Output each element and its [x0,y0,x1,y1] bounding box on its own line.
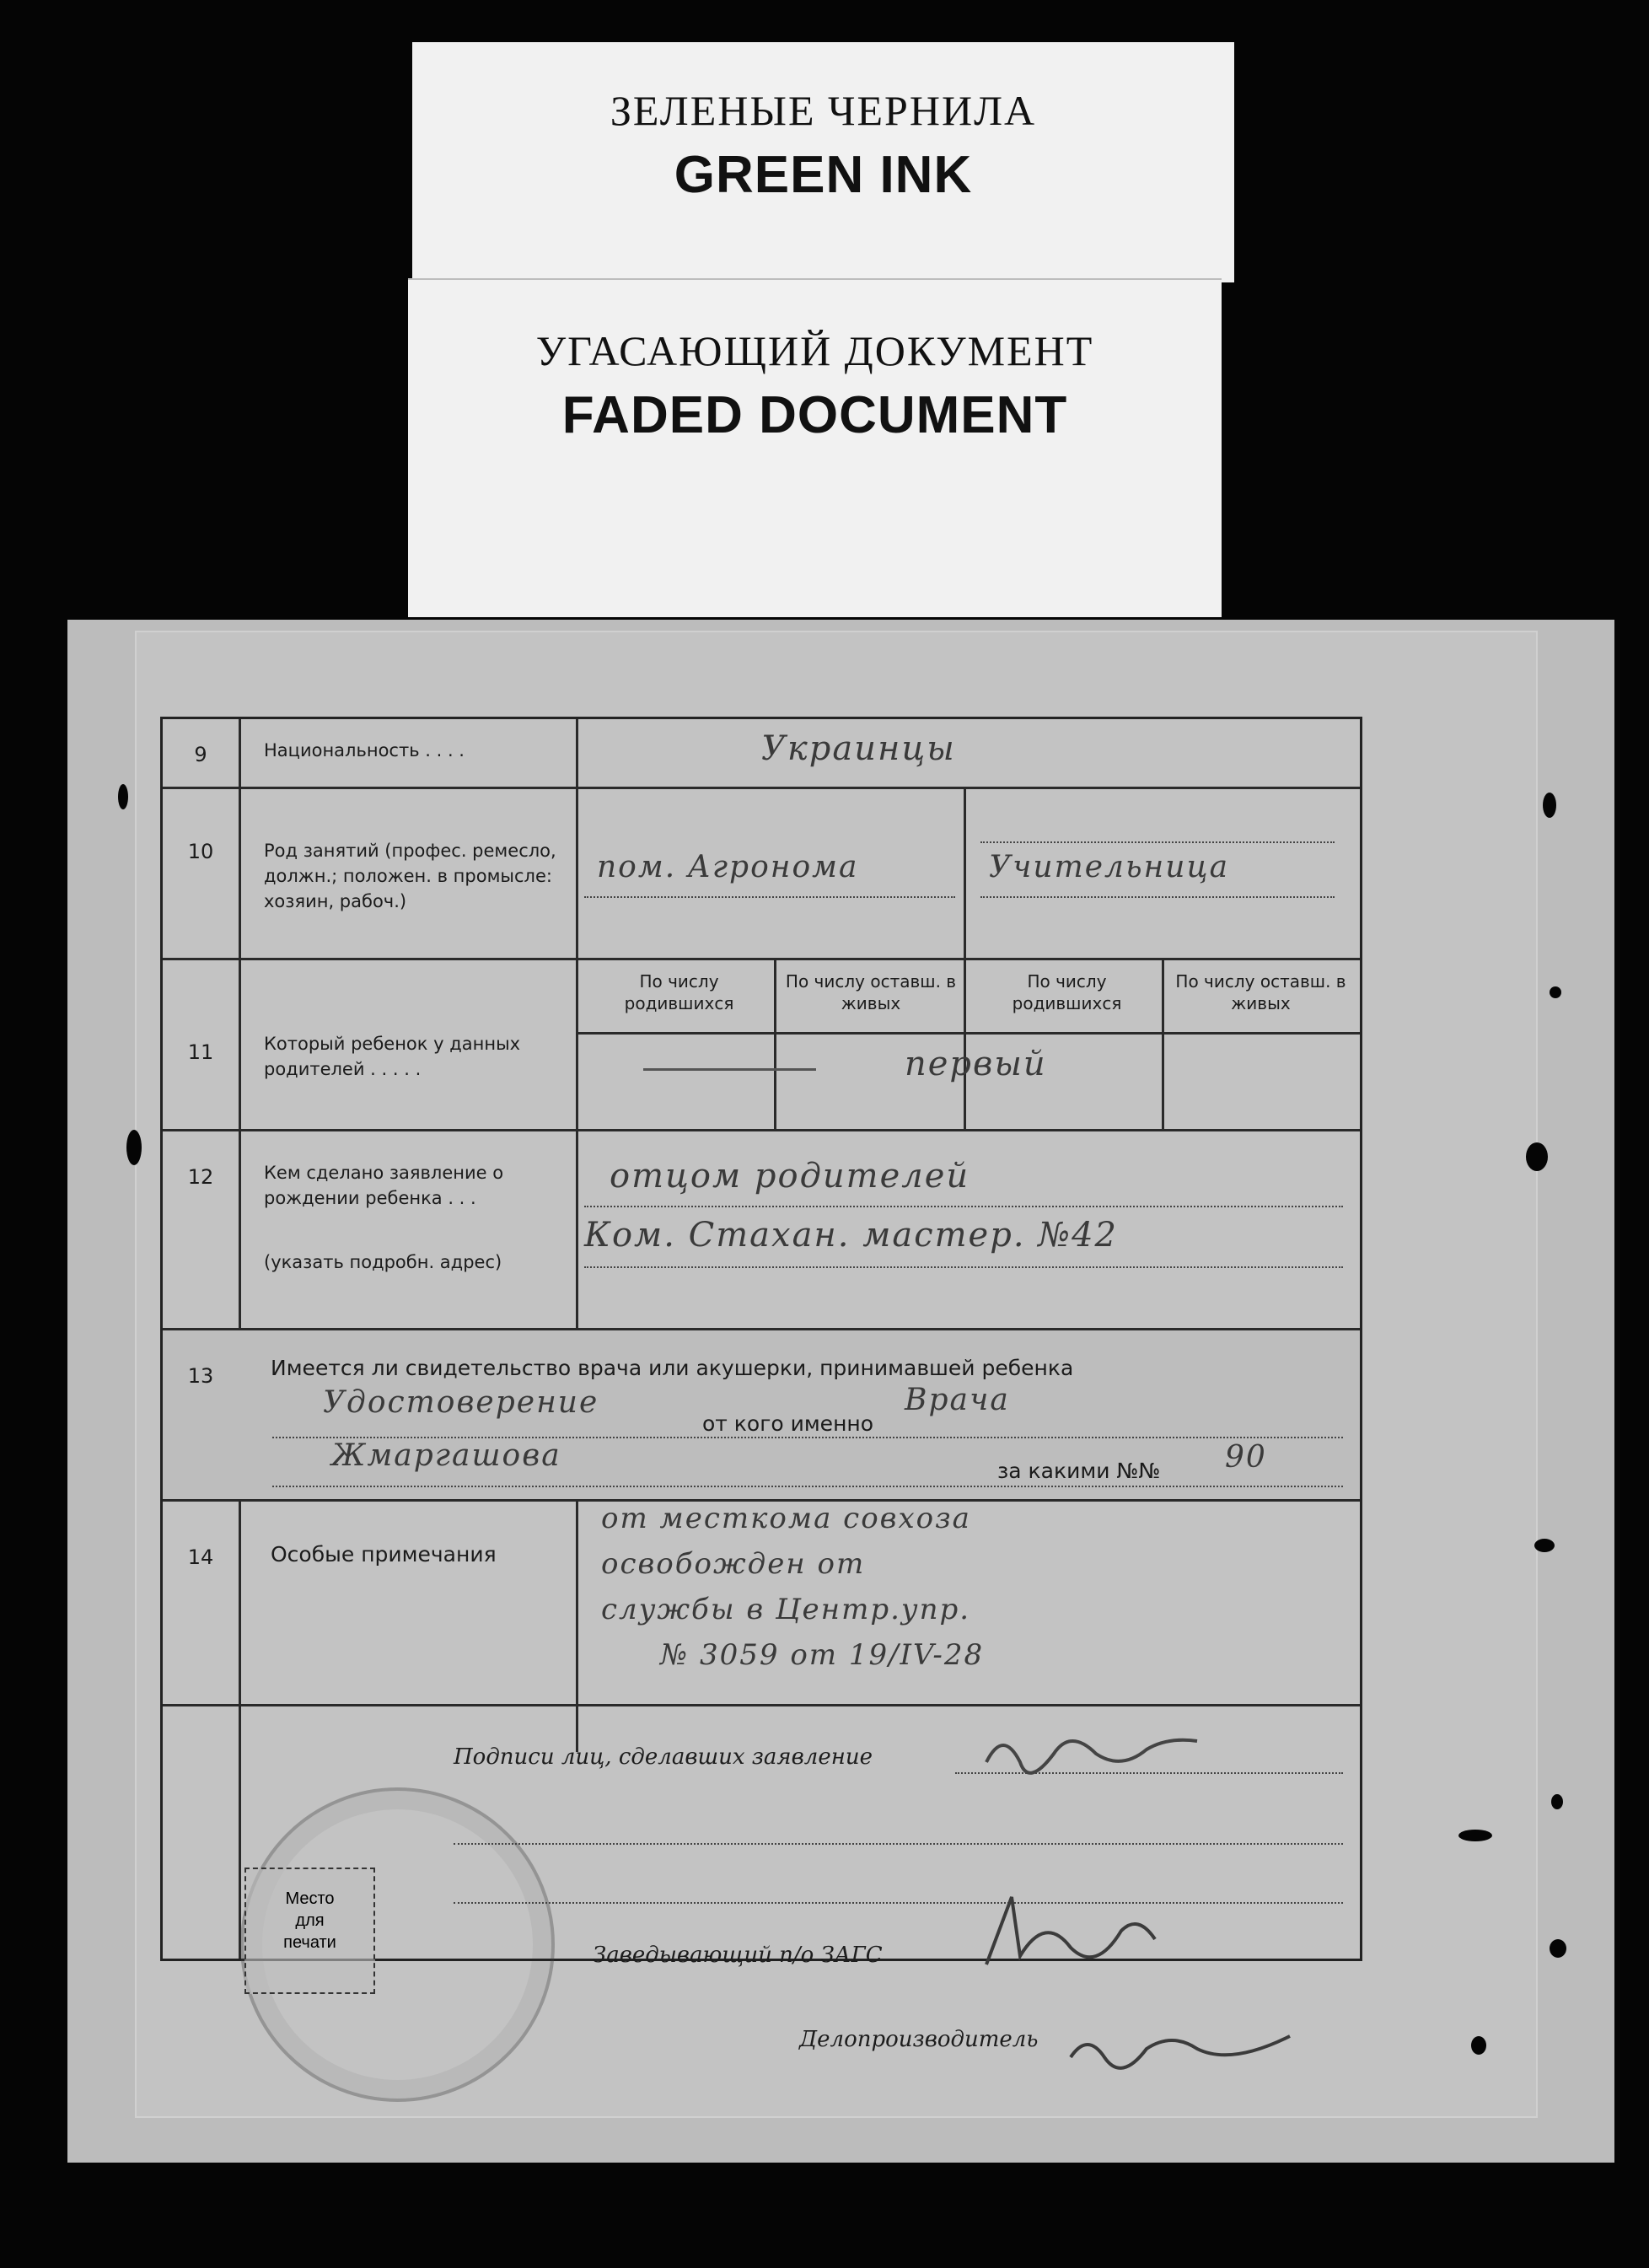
handwritten-value: Удостоверение [323,1385,599,1420]
green-ink-label-en: GREEN INK [674,146,973,204]
handwritten-value: Жмаргашова [331,1438,561,1473]
handwritten-value: 90 [1225,1440,1267,1475]
handwritten-value: первый [905,1045,1047,1083]
applicant-signature [986,1740,1197,1773]
head-signature [986,1897,1155,1964]
row-number: 13 [187,1364,214,1388]
handwritten-value: Ком. Стахан. мастер. №42 [584,1216,1118,1255]
row-number: 14 [187,1545,214,1569]
row-label: Национальность . . . . [264,740,465,760]
row-label-address: (указать подробн. адрес) [264,1252,502,1272]
row-label: Особые примечания [271,1542,497,1567]
green-ink-label-ru: ЗЕЛЕНЫЕ ЧЕРНИЛА [610,87,1037,134]
handwritten-value: пом. Агронома [597,850,859,884]
numbers-label: за какими №№ [997,1459,1161,1483]
column-header: По числу оставш. в живых [1175,971,1346,1013]
from-whom-label: от кого именно [702,1411,874,1436]
row-number: 12 [187,1165,214,1189]
clerk-label: Делопроизводитель [799,2027,1039,2052]
row-label: Имеется ли свидетельство врача или акушерки, принимавшей ребенка [271,1356,1074,1380]
column-header: По числу оставш. в живых [785,971,957,1013]
handwritten-value: Врача [905,1383,1010,1417]
column-header: По числу родившихся [1012,971,1122,1013]
applicants-signature-label: Подписи лиц, сделавших заявление [454,1744,873,1770]
handwritten-value: Учительница [989,850,1230,884]
handwritten-value: Украинцы [761,729,956,768]
seal-label-line: печати [283,1933,336,1952]
seal-label-line: Место [285,1889,335,1908]
row-number: 11 [187,1040,214,1064]
row-number: 9 [194,743,207,766]
row-label: Кем сделано заявление о рождении ребенка . . . [264,1163,504,1208]
row-number: 10 [187,840,214,863]
handwritten-note-line: от месткома совхоза [601,1502,971,1535]
row-label: Род занятий (профес. ремесло, должн.; положен. в промысле: хозяин, рабоч.) [264,841,556,911]
row-label: Который ребенок у данных родителей . . . . . [264,1034,521,1079]
handwritten-note-line: № 3059 от 19/IV-28 [660,1638,985,1672]
handwritten-value: отцом родителей [610,1157,970,1196]
clerk-signature [1071,2036,1290,2068]
faded-label-en: FADED DOCUMENT [561,386,1068,444]
column-header: По числу родившихся [624,971,734,1013]
handwritten-note-line: службы в Центр.упр. [601,1593,971,1626]
faded-label-ru: УГАСАЮЩИЙ ДОКУМЕНТ [535,327,1094,374]
head-registry-label: Заведывающий п/о ЗАГС [593,1943,883,1968]
handwritten-note-line: освобожден от [601,1547,866,1581]
seal-label-line: для [295,1911,325,1930]
